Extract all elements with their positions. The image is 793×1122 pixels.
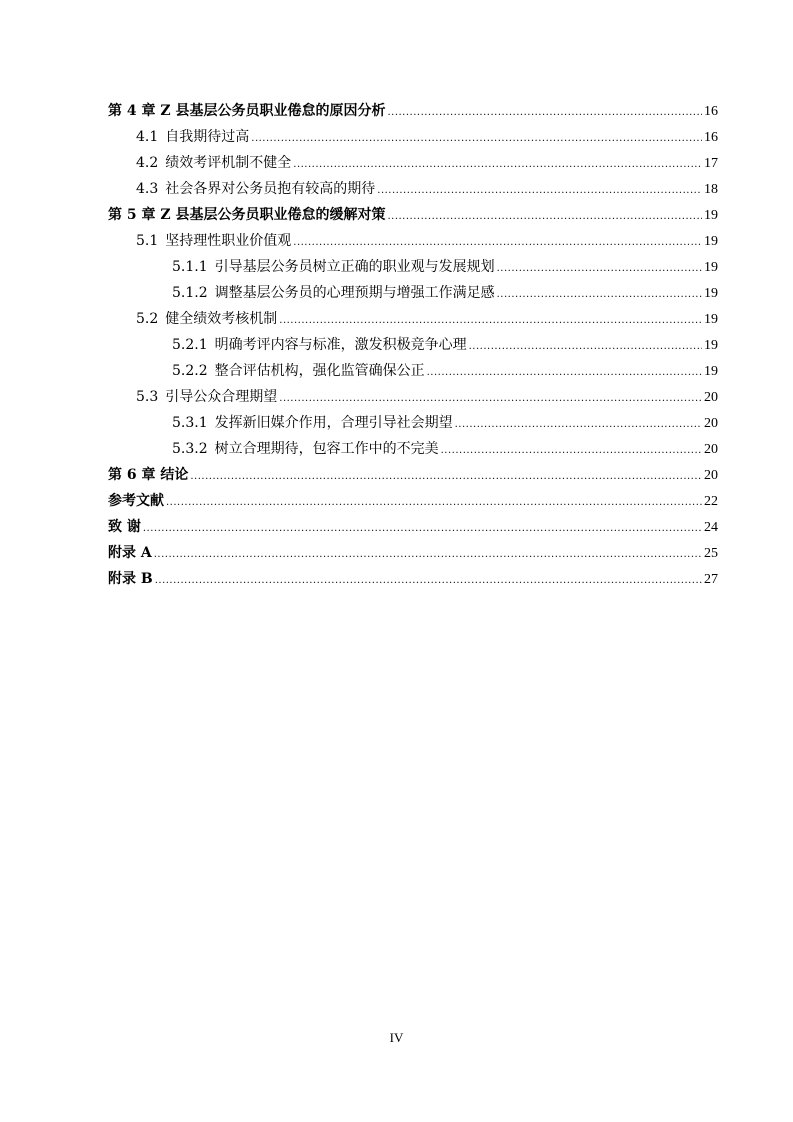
- toc-entry-page: 16: [704, 130, 718, 145]
- toc-entry-page: 19: [704, 208, 718, 223]
- toc-entry[interactable]: [108, 306, 718, 332]
- toc-dot-leader: [154, 542, 702, 568]
- toc-entry[interactable]: [108, 202, 718, 228]
- toc-entry-page: 19: [704, 286, 718, 301]
- toc-entry[interactable]: [108, 332, 718, 358]
- toc-dot-leader: [279, 308, 702, 334]
- toc-dot-leader: [427, 360, 702, 386]
- toc-entry-title: 附录 A: [108, 545, 152, 561]
- toc-entry-title: 第 6 章 结论: [108, 467, 189, 483]
- toc-entry-number: 4.2: [136, 155, 159, 171]
- toc-entry-number: 4.1: [136, 129, 159, 145]
- toc-entry-title: 参考文献: [108, 493, 164, 509]
- toc-entry-title: 发挥新旧媒介作用，合理引导社会期望: [214, 415, 453, 431]
- toc-entry-number: 5.3.2: [172, 441, 208, 457]
- toc-dot-leader: [190, 464, 702, 490]
- toc-dot-leader: [155, 568, 702, 594]
- toc-dot-leader: [497, 256, 702, 282]
- toc-entry[interactable]: [108, 488, 718, 514]
- toc-entry-title: 第 5 章 Z 县基层公务员职业倦怠的缓解对策: [108, 207, 386, 223]
- toc-entry-number: 5.3.1: [172, 415, 208, 431]
- toc-entry-number: 5.3: [136, 389, 159, 405]
- toc-entry-page: 20: [704, 416, 718, 431]
- toc-entry[interactable]: [108, 384, 718, 410]
- toc-entry-page: 25: [704, 546, 718, 561]
- toc-entry[interactable]: [108, 176, 718, 202]
- toc-entry-title: 附录 B: [108, 571, 153, 587]
- toc-entry-number: 5.2: [136, 311, 159, 327]
- toc-entry-page: 20: [704, 390, 718, 405]
- toc-entry-title: 明确考评内容与标准，激发积极竞争心理: [214, 337, 467, 353]
- toc-dot-leader: [455, 412, 702, 438]
- toc-entry[interactable]: [108, 280, 718, 306]
- toc-entry-title: 树立合理期待，包容工作中的不完美: [214, 441, 439, 457]
- toc-entry-title: 社会各界对公务员抱有较高的期待: [165, 181, 376, 197]
- toc-entry-number: 5.1.1: [172, 259, 208, 275]
- toc-entry-page: 19: [704, 234, 718, 249]
- toc-entry-title: 调整基层公务员的心理预期与增强工作满足感: [214, 285, 495, 301]
- toc-entry-title: 引导基层公务员树立正确的职业观与发展规划: [214, 259, 495, 275]
- toc-entry-title: 引导公众合理期望: [165, 389, 278, 405]
- toc-entry-title: 整合评估机构，强化监管确保公正: [214, 363, 425, 379]
- toc-entry-page: 16: [704, 104, 718, 119]
- toc-entry-page: 22: [704, 494, 718, 509]
- toc-entry-number: 5.2.2: [172, 363, 208, 379]
- toc-entry-title: 绩效考评机制不健全: [165, 155, 292, 171]
- toc-entry[interactable]: [108, 228, 718, 254]
- toc-entry[interactable]: [108, 150, 718, 176]
- toc-entry-page: 24: [704, 520, 718, 535]
- toc-entry-title: 健全绩效考核机制: [165, 311, 278, 327]
- page-number: IV: [389, 1030, 404, 1045]
- toc-entry-number: 5.1: [136, 233, 159, 249]
- toc-entry-page: 18: [704, 182, 718, 197]
- toc-entry-number: 5.1.2: [172, 285, 208, 301]
- toc-entry-title: 致 谢: [108, 519, 141, 535]
- toc-entry-page: 27: [704, 572, 718, 587]
- toc-dot-leader: [497, 282, 702, 308]
- toc-entry-page: 19: [704, 338, 718, 353]
- toc-entry-page: 17: [704, 156, 718, 171]
- toc-dot-leader: [143, 516, 702, 542]
- toc-entry-number: 5.2.1: [172, 337, 208, 353]
- toc-entry[interactable]: [108, 514, 718, 540]
- toc-entry-page: 20: [704, 468, 718, 483]
- toc-entry[interactable]: [108, 410, 718, 436]
- toc-dot-leader: [166, 490, 702, 516]
- toc-entry-title: 第 4 章 Z 县基层公务员职业倦怠的原因分析: [108, 103, 386, 119]
- toc-dot-leader: [293, 230, 702, 256]
- toc-entry-page: 19: [704, 260, 718, 275]
- toc-dot-leader: [441, 438, 702, 464]
- table-of-contents: [108, 98, 718, 592]
- toc-entry-title: 坚持理性职业价值观: [165, 233, 292, 249]
- toc-dot-leader: [293, 152, 702, 178]
- toc-entry[interactable]: [108, 124, 718, 150]
- toc-entry[interactable]: [108, 540, 718, 566]
- toc-entry[interactable]: [108, 566, 718, 592]
- toc-entry-title: 自我期待过高: [165, 129, 250, 145]
- toc-dot-leader: [251, 126, 702, 152]
- toc-entry-number: 4.3: [136, 181, 159, 197]
- toc-dot-leader: [469, 334, 702, 360]
- toc-dot-leader: [279, 386, 702, 412]
- toc-entry-page: 20: [704, 442, 718, 457]
- toc-entry[interactable]: [108, 254, 718, 280]
- toc-entry[interactable]: [108, 358, 718, 384]
- toc-entry[interactable]: [108, 462, 718, 488]
- toc-entry-page: 19: [704, 312, 718, 327]
- toc-dot-leader: [387, 204, 702, 230]
- toc-entry-page: 19: [704, 364, 718, 379]
- toc-entry[interactable]: [108, 98, 718, 124]
- toc-dot-leader: [387, 100, 702, 126]
- toc-dot-leader: [377, 178, 702, 204]
- toc-entry[interactable]: [108, 436, 718, 462]
